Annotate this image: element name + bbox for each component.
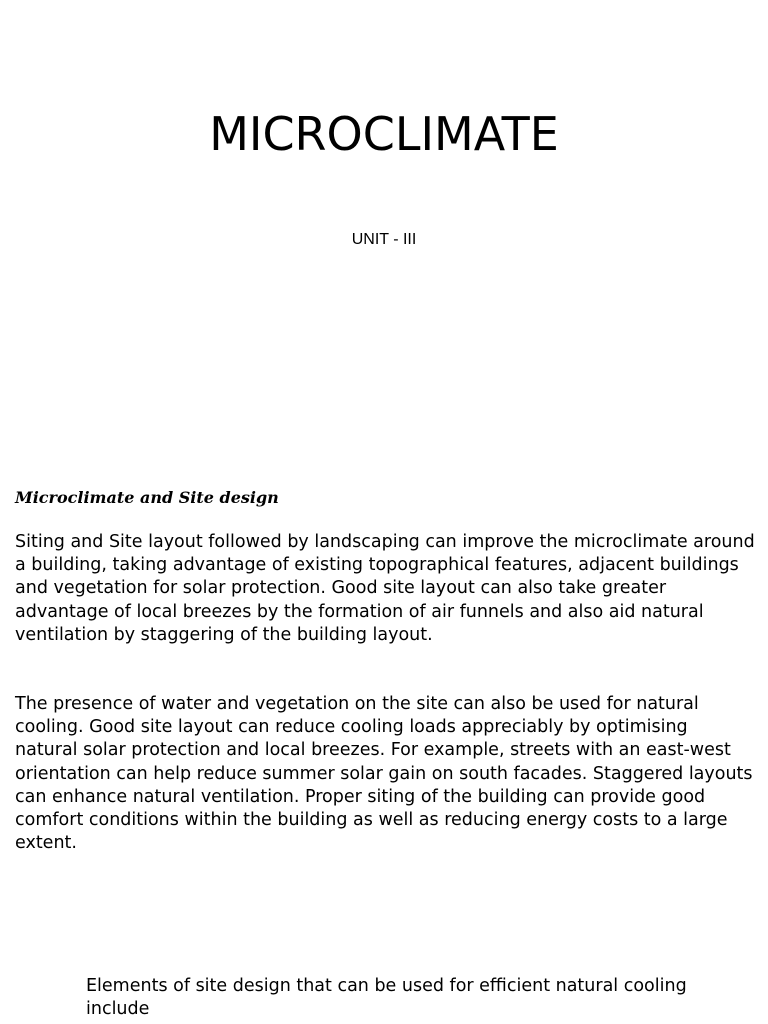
paragraph-elements-intro: Elements of site design that can be used for efficient natural cooling include — [86, 976, 687, 1020]
paragraph-water-vegetation: The presence of water and vegetation on the site can also be used for natural cooling. Good site layout can reduce cooling loads appreciably by optimising natural solar protection and local breezes. For example, streets with an east-west orientation can help reduce summer solar gain on south facades. Staggered layouts can enhance natural ventilation. Proper siting of the building can provide good comfort conditions within the building as well as reducing energy costs to a large extent. — [15, 694, 753, 854]
page-title: MICROCLIMATE — [209, 107, 559, 161]
section-heading: Microclimate and Site design — [15, 488, 279, 507]
unit-subtitle: UNIT - III — [351, 231, 417, 248]
paragraph-siting: Siting and Site layout followed by landscaping can improve the microclimate around a building, taking advantage of existing topographical features, adjacent buildings and vegetation for solar protection. Good site layout can also take greater advantage of local breezes by the formation of air funnels and also aid natural ventilation by staggering of the building layout. — [15, 532, 755, 645]
